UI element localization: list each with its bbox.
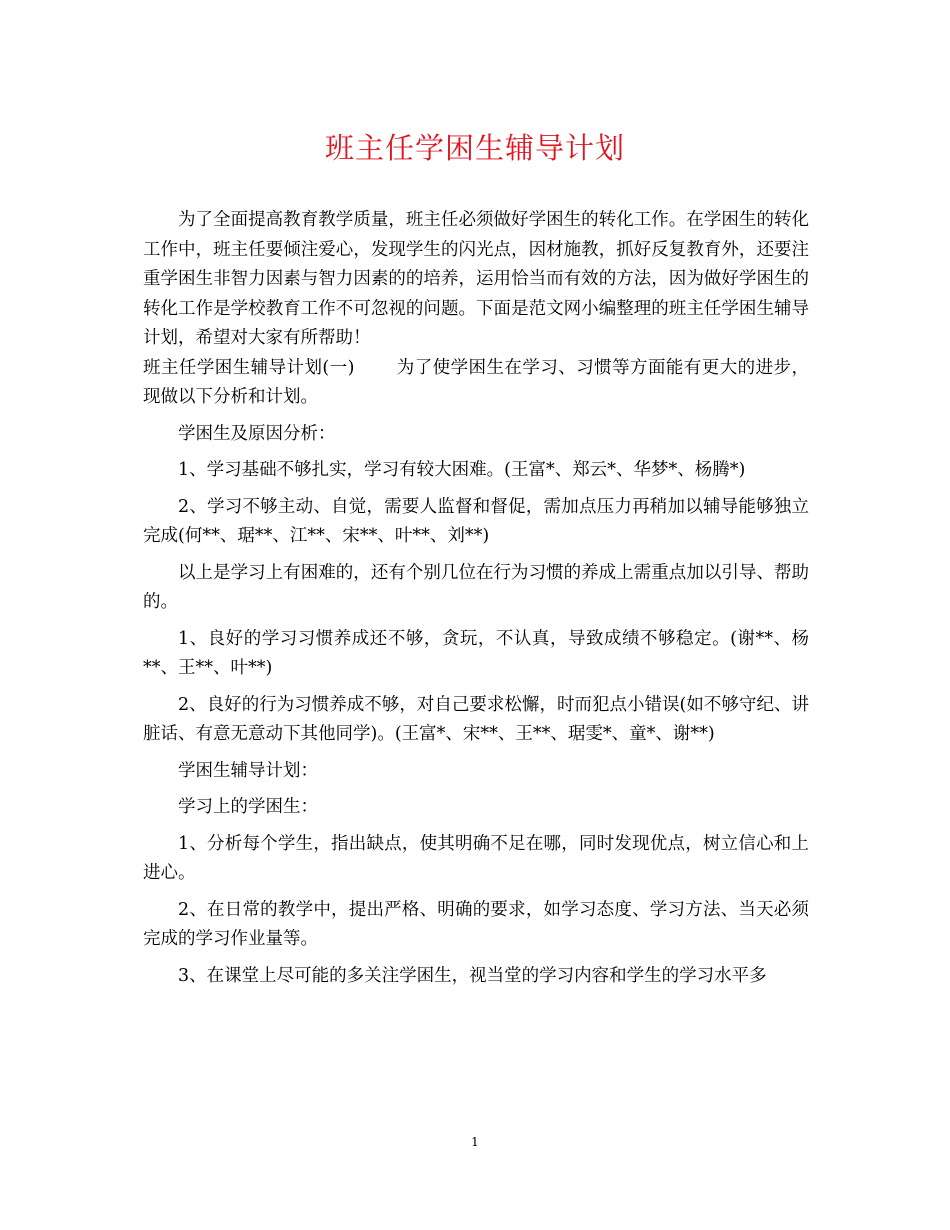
paragraph-item: 2、良好的行为习惯养成不够，对自己要求松懈，时而犯点小错误(如不够守纪、讲脏话、有意无意动下其他同学)。(王富*、宋**、王**、琚雯*、童*、谢**)	[143, 694, 809, 744]
paragraph-item: 2、在日常的教学中，提出严格、明确的要求，如学习态度、学习方法、当天必须完成的学习作业量等。	[143, 899, 809, 949]
paragraph-analysis-heading: 学困生及原因分析：	[178, 423, 336, 444]
document-body	[143, 206, 809, 991]
page-number: 1	[471, 1135, 479, 1149]
paragraph-subheading: 学习上的学困生：	[178, 797, 318, 817]
paragraph-item: 1、学习基础不够扎实，学习有较大困难。(王富*、郑云*、华梦*、杨腾*)	[178, 460, 746, 480]
paragraph-item: 3、在课堂上尽可能的多关注学困生，视当堂的学习内容和学生的学习水平多	[178, 965, 767, 986]
paragraph-plan-one: 班主任学困生辅导计划(一) 为了使学困生在学习、习惯等方面能有更大的进步，现做以下分析和计划。	[143, 357, 809, 407]
paragraph-item: 1、良好的学习习惯养成还不够，贪玩，不认真，导致成绩不够稳定。(谢**、杨**、王**、叶**)	[143, 628, 809, 678]
paragraph-item: 2、学习不够主动、自觉，需要人监督和督促，需加点压力再稍加以辅导能够独立完成(何**、琚**、江**、宋**、叶**、刘**)	[143, 496, 809, 546]
paragraph-behavior-intro: 以上是学习上有困难的，还有个别几位在行为习惯的养成上需重点加以引导、帮助的。	[143, 562, 809, 612]
paragraph-item: 1、分析每个学生，指出缺点，使其明确不足在哪，同时发现优点，树立信心和上进心。	[143, 833, 809, 883]
document-title: 班主任学困生辅导计划	[324, 131, 625, 165]
paragraph-intro: 为了全面提高教育教学质量，班主任必须做好学困生的转化工作。在学困生的转化工作中，班主任要倾注爱心，发现学生的闪光点，因材施教，抓好反复教育外，还要注重学困生非智力因素与智力因素的的培养，运用恰当而有效的方法，因为做好学困生的转化工作是学校教育工作不可忽视的问题。下面是范文网小编整理的班主任学困生辅导计划，希望对大家有所帮助！	[143, 210, 809, 348]
paragraph-plan-heading: 学困生辅导计划：	[178, 760, 318, 781]
